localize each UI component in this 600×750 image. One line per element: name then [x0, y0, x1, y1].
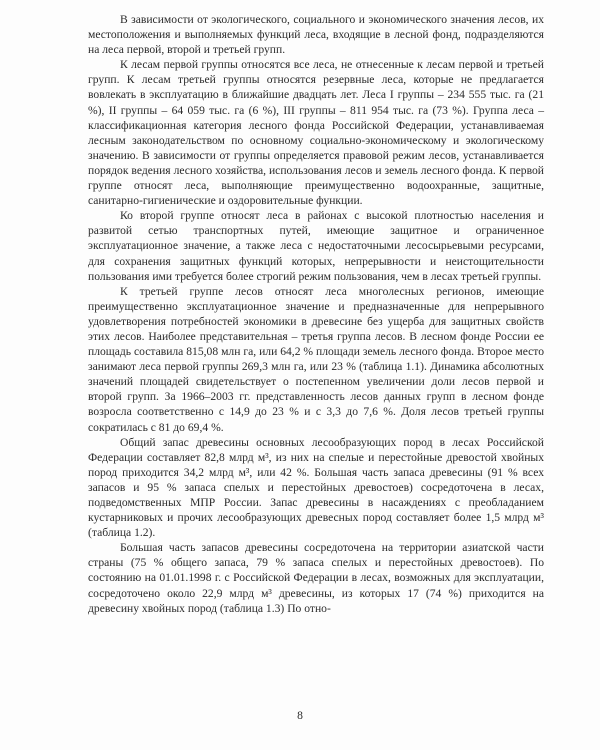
paragraph-third-group: К третьей группе лесов относят леса многолесных регионов, имеющие преимущественно эксплуатационное значение и предназначенные для непрерывного удовлетворения потребностей экономики в древесине без ущерба для защитных свойств этих лесов. Наиболее представительная – третья группа лесов. В лесном фонде России ее площадь составила 815,08 млн га, или 64,2 % площади земель лесного фонда. Второе место занимают леса первой группы 269,3 млн га, или 23 % (таблица 1.1). Динамика абсолютных значений площадей свидетельствует о постепенном увеличении доли лесов первой и второй групп. За 1966–2003 гг. представленность лесов данных групп в лесном фонде возросла соответственно с 14,9 до 23 % и с 3,3 до 7,6 %. Доля лесов третьей группы сократилась с 81 до 69,4 %.	[88, 284, 544, 434]
paragraph-asian-part: Большая часть запасов древесины сосредоточена на территории азиатской части страны (75 % общего запаса, 79 % запаса спелых и перестойных древостоев). По состоянию на 01.01.1998 г. с Российской Федерации в лесах, возможных для эксплуатации, сосредоточено около 22,9 млрд м³ древесины, из которых 17 (74 %) приходится на древесину хвойных пород (таблица 1.3) По отно-	[88, 541, 544, 615]
paragraph-second-group: Ко второй группе относят леса в районах с высокой плотностью населения и развитой сетью транспортных путей, имеющие защитное и ограниченное эксплуатационное значение, а также леса с недостаточными лесосырьевыми ресурсами, для сохранения защитных функций которых, непрерывности и неистощительности пользования ими требуется более строгий режим пользования, чем в лесах третьей группы.	[88, 209, 544, 283]
body-text	[88, 12, 544, 616]
paragraph-forest-groups-intro: В зависимости от экологического, социального и экономического значения лесов, их местоположения и выполняемых функций леса, входящие в лесной фонд, подразделяются на леса первой, второй и третьей групп.	[88, 13, 544, 57]
page-number: 8	[297, 709, 303, 722]
paragraph-timber-stock: Общий запас древесины основных лесообразующих пород в лесах Российской Федерации составляет 82,8 млрд м³, из них на спелые и перестойные древостой хвойных пород приходится 34,2 млрд м³, или 42 %. Большая часть запаса древесины (91 % всех запасов и 95 % запаса спелых и перестойных древостоев) сосредоточена в лесах, подведомственных МПР России. Запас древесины в насаждениях с преобладанием кустарниковых и прочих лесообразующих древесных пород составляет более 1,5 млрд м³ (таблица 1.2).	[88, 435, 544, 540]
paragraph-first-group: К лесам первой группы относятся все леса, не отнесенные к лесам первой и третьей групп. К лесам третьей группы относятся резервные леса, которые не предлагается вовлекать в эксплуатацию в ближайшие двадцать лет. Леса I группы – 234 555 тыс. га (21 %), II группы – 64 059 тыс. га (6 %), III группы – 811 954 тыс. га (73 %). Группа леса – классификационная категория лесного фонда Российской Федерации, устанавливаемая лесным законодательством по основному социально-экономическому и экологическому значению. В зависимости от группы определяется правовой режим лесов, устанавливается порядок ведения лесного хозяйства, использования лесов и земель лесного фонда. К первой группе относят леса, выполняющие преимущественно водоохранные, защитные, санитарно-гигиенические и оздоровительные функции.	[88, 58, 544, 208]
